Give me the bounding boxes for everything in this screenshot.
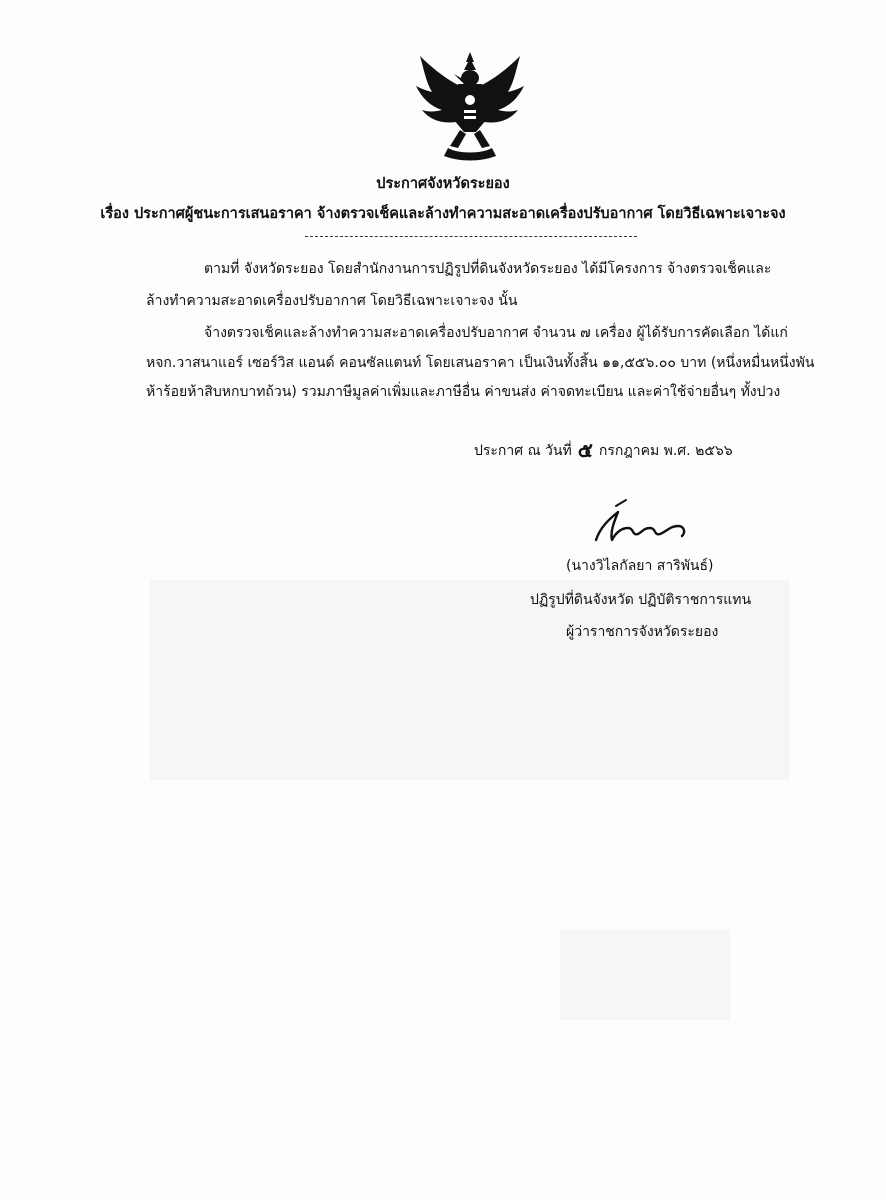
announcement-title: ประกาศจังหวัดระยอง [376, 176, 510, 192]
garuda-emblem-icon [414, 48, 526, 164]
date-day-handwritten: ๕ [577, 438, 593, 462]
paragraph-2-line-2: หจก.วาสนาแอร์ เซอร์วิส แอนด์ คอนซัลแตนท์ โดยเสนอราคา เป็นเงินทั้งสิ้น ๑๑,๕๕๖.๐๐ บาท (หนึ่งหมื่นหนึ่งพัน [146, 355, 815, 371]
handwritten-signature-icon [586, 498, 696, 548]
paragraph-1-line-1: ตามที่ จังหวัดระยอง โดยสำนักงานการปฏิรูปที่ดินจังหวัดระยอง ได้มีโครงการ จ้างตรวจเช็คและ [204, 261, 772, 277]
title-divider [305, 236, 637, 237]
scan-bleed-through [560, 930, 730, 1020]
date-month-year: กรกฎาคม พ.ศ. ๒๕๖๖ [598, 443, 733, 459]
signatory-acting-for: ผู้ว่าราชการจังหวัดระยอง [566, 624, 719, 640]
announcement-date [474, 432, 733, 464]
paragraph-1-line-2: ล้างทำความสะอาดเครื่องปรับอากาศ โดยวิธีเฉพาะเจาะจง นั้น [146, 293, 518, 309]
date-prefix: ประกาศ ณ วันที่ [474, 443, 572, 459]
signatory-name: (นางวิไลกัลยา สาริพันธ์) [566, 558, 714, 574]
announcement-subject: เรื่อง ประกาศผู้ชนะการเสนอราคา จ้างตรวจเช็คและล้างทำความสะอาดเครื่องปรับอากาศ โดยวิธีเฉพาะเจาะจง [100, 206, 786, 222]
paragraph-2-line-3: ห้าร้อยห้าสิบหกบาทถ้วน) รวมภาษีมูลค่าเพิ่มและภาษีอื่น ค่าขนส่ง ค่าจดทะเบียน และค่าใช้จ่ายอื่นๆ ทั้งปวง [146, 384, 781, 400]
paragraph-2-line-1: จ้างตรวจเช็คและล้างทำความสะอาดเครื่องปรับอากาศ จำนวน ๗ เครื่อง ผู้ได้รับการคัดเลือก ได้แก่ [204, 325, 788, 341]
signatory-position: ปฏิรูปที่ดินจังหวัด ปฏิบัติราชการแทน [530, 592, 752, 608]
